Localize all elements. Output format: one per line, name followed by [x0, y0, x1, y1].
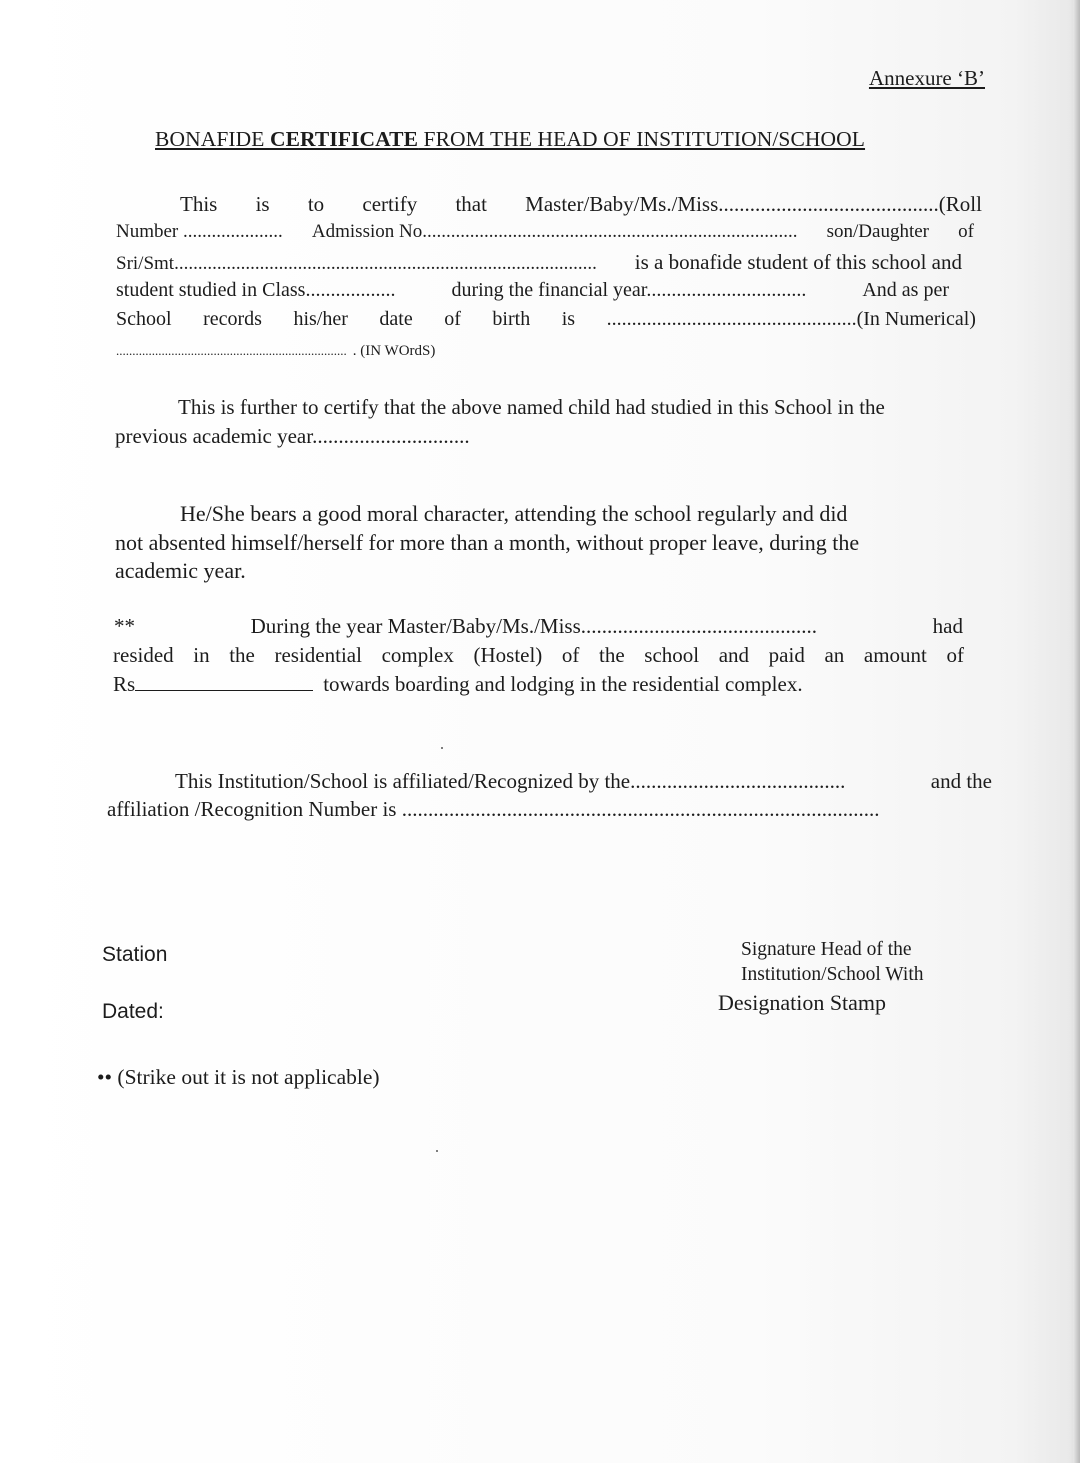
signature-line3: Designation Stamp [718, 990, 887, 1015]
para4-line2: resided in the residential complex (Hostel) of the school and paid an amount of [113, 643, 964, 667]
para3-line1: He/She bears a good moral character, attending the school regularly and did [180, 501, 848, 526]
page-edge-shadow [1073, 0, 1080, 1463]
para4-line3: Rs towards boarding and lodging in the residential complex. [113, 672, 803, 696]
para3-line2: not absented himself/herself for more than a month, without proper leave, during the [115, 530, 860, 555]
para5-line2: affiliation /Recognition Number is ........................................................................................... [107, 797, 880, 821]
para4-line1: ** During the year Master/Baby/Ms./Miss............................................. had [114, 614, 963, 638]
dated-label: Dated: [102, 1000, 164, 1023]
para2-line2: previous academic year.............................. [115, 424, 470, 448]
signature-line1: Signature Head of the [741, 939, 912, 960]
paper-speck [441, 747, 443, 749]
para1-line3: Sri/Smt......................................................................................... is a bonafide student of this school and [116, 250, 962, 274]
para2-line1: This is further to certify that the above named child had studied in this School in the [178, 395, 885, 419]
para1-line5: School records his/her date of birth is ..................................................(In Numerical) [116, 308, 976, 330]
certificate-title: BONAFIDE CERTIFICATE FROM THE HEAD OF INSTITUTION/SCHOOL [155, 127, 866, 151]
para1-line4: student studied in Class.................. during the financial year................................ And as per [116, 279, 949, 301]
para1-line2: Number ..................... Admission No............................................................................... son/Daughter of [116, 221, 974, 242]
para1-line1: This is to certify that Master/Baby/Ms./Miss..........................................(Roll [180, 192, 982, 216]
annexure-label: Annexure ‘B’ [868, 66, 985, 90]
para5-line1: This Institution/School is affiliated/Recognized by the......................................... and the [175, 769, 992, 793]
signature-line2: Institution/School With [741, 964, 924, 985]
para1-line6: ....................................................................... . (IN WOrdS) [116, 343, 436, 359]
amount-blank-line [135, 676, 313, 691]
paper-speck-2 [436, 1150, 438, 1152]
station-label: Station [102, 943, 168, 966]
para3-line3: academic year. [115, 558, 246, 583]
strike-out-note: •• (Strike out it is not applicable) [97, 1065, 380, 1089]
